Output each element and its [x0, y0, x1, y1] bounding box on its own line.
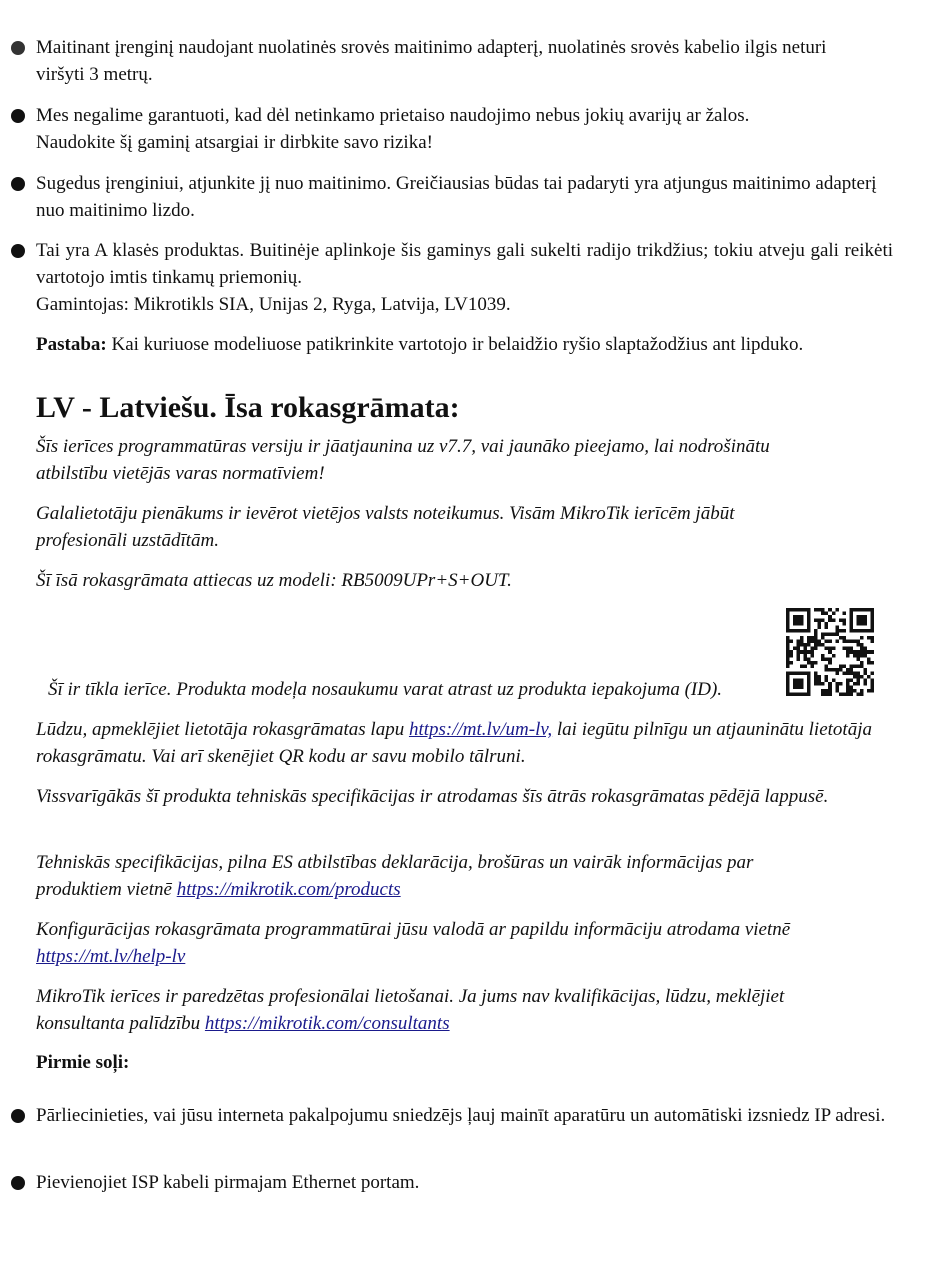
bullet-text: Maitinant įrenginį naudojant nuolatinės srovės maitinimo adapterį, nuolatinės srovės kabelio ilgis neturi viršyti 3 metrų. — [36, 37, 827, 85]
firmware-paragraph: Šīs ierīces programmatūras versiju ir jāatjaunina uz v7.7, vai jaunāko pieejamo, lai nodrošinātu atbilstību vietējās varas normatīviem! — [36, 436, 770, 484]
bullet-text: Tai yra A klasės produktas. Buitinėje aplinkoje šis gaminys gali sukelti radijo trikdžius; tokiu atveju gali reikėti vartotojo imtis tinkamų priemonių. — [36, 240, 893, 288]
list-item — [36, 1169, 893, 1196]
bullet-icon — [11, 41, 25, 55]
user-manual-link[interactable]: https://mt.lv/um-lv, — [408, 719, 553, 740]
list-item — [36, 170, 893, 224]
first-steps-heading — [36, 1049, 129, 1076]
section-heading: LV - Latviešu. Īsa rokasgrāmata: — [36, 391, 460, 424]
device-id-paragraph: Šī ir tīkla ierīce. Produkta modeļa nosaukumu varat atrast uz produkta iepakojuma (ID). — [48, 679, 723, 700]
note-label: Pastaba: — [36, 334, 107, 355]
bullet-text: Pārliecinieties, vai jūsu interneta pakalpojumu sniedzējs ļauj mainīt aparatūru un automātiski izsniedz IP adresi. — [36, 1105, 886, 1126]
products-paragraph — [36, 849, 836, 903]
bullet-text: Mes negalime garantuoti, kad dėl netinkamo prietaiso naudojimo nebus jokių avarijų ar žalos. Naudokite šį gaminį atsargiai ir dirbkite savo rizika! — [36, 105, 750, 153]
list-item — [36, 34, 856, 88]
bullet-text: Sugedus įrenginiui, atjunkite jį nuo maitinimo. Greičiausias būdas tai padaryti yra atjungus maitinimo adapterį nuo maitinimo lizdo. — [36, 173, 877, 221]
specs-paragraph: Vissvarīgākās šī produkta tehniskās specifikācijas ir atrodamas šīs ātrās rokasgrāmatas pēdējā lappusē. — [36, 786, 829, 807]
list-item — [36, 102, 771, 156]
consultants-paragraph — [36, 983, 866, 1037]
text: Konfigurācijas rokasgrāmata programmatūrai jūsu valodā ar papildu informāciju atrodama vietnē — [36, 919, 791, 940]
help-link[interactable]: https://mt.lv/help-lv — [36, 946, 186, 967]
note-text: Kai kuriuose modeliuose patikrinkite vartotojo ir belaidžio ryšio slaptažodžius ant lipduko. — [111, 334, 804, 355]
help-paragraph — [36, 916, 816, 970]
list-item — [36, 237, 893, 318]
bullet-icon — [11, 1109, 25, 1123]
manufacturer-text: Gamintojas: Mikrotikls SIA, Unijas 2, Ryga, Latvija, LV1039. — [36, 294, 511, 315]
text: lai iegūtu pilnīgu un atjauninātu lietotāja rokasgrāmatu. Vai arī skenējiet QR kodu ar savu mobilo tālruni. — [36, 719, 872, 767]
bullet-icon — [11, 244, 25, 258]
consultants-link[interactable]: https://mikrotik.com/consultants — [204, 1013, 450, 1034]
bullet-text: Pievienojiet ISP kabeli pirmajam Ethernet portam. — [36, 1172, 420, 1193]
model-paragraph: Šī īsā rokasgrāmata attiecas uz modeli: RB5009UPr+S+OUT. — [36, 570, 512, 591]
compliance-paragraph: Galalietotāju pienākums ir ievērot vietējos valsts noteikumus. Visām MikroTik ierīcēm jābūt profesionāli uzstādītām. — [36, 503, 735, 551]
qr-code-icon — [786, 608, 874, 696]
user-manual-paragraph — [36, 716, 893, 770]
bullet-icon — [11, 1176, 25, 1190]
text: Lūdzu, apmeklējiet lietotāja rokasgrāmatas lapu — [36, 719, 409, 740]
bullet-icon — [11, 109, 25, 123]
bullet-icon — [11, 177, 25, 191]
text: Tehniskās specifikācijas, pilna ES atbilstības deklarācija, brošūras un vairāk informācijas par produktiem vietnē — [36, 852, 754, 900]
note — [36, 331, 893, 358]
list-item — [36, 1102, 893, 1129]
products-link[interactable]: https://mikrotik.com/products — [176, 879, 401, 900]
first-steps-label: Pirmie soļi: — [36, 1052, 130, 1073]
text: MikroTik ierīces ir paredzētas profesionālai lietošanai. Ja jums nav kvalifikācijas, lūdzu, meklējiet konsultanta palīdzību — [36, 986, 785, 1034]
